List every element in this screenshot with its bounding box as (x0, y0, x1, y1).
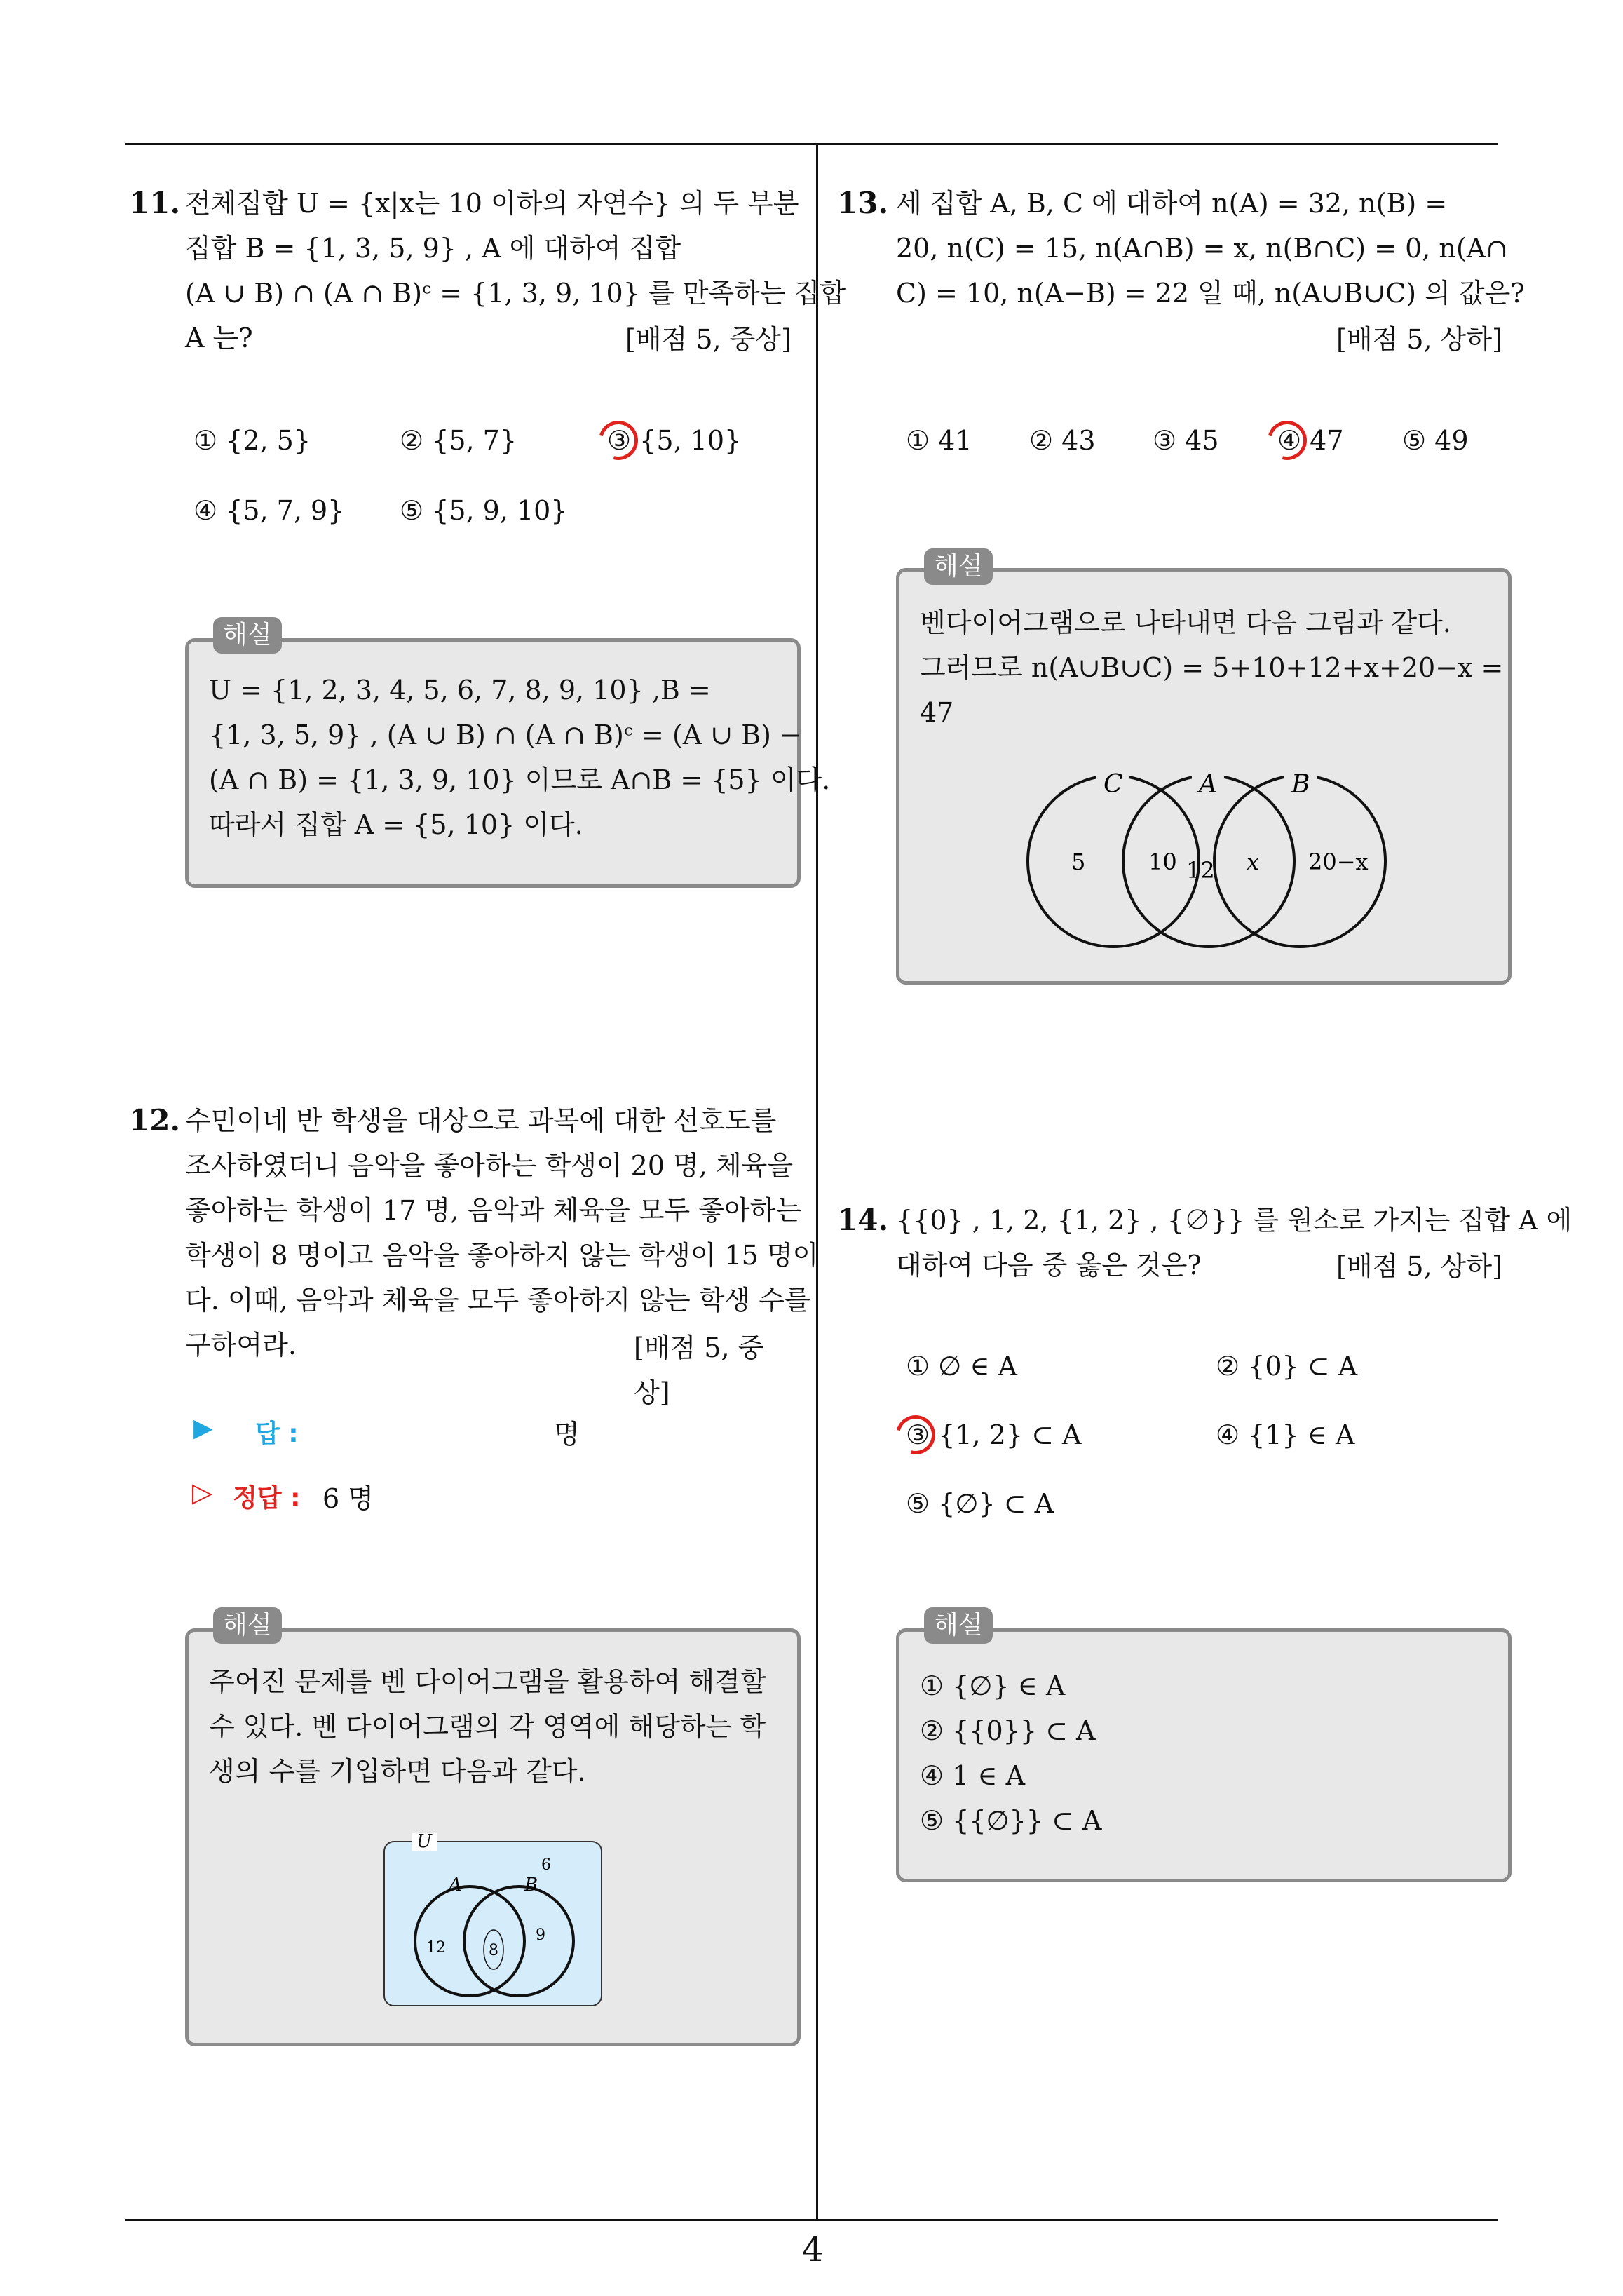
correct-label: 정답 : (233, 1484, 301, 1513)
solution-tag: 해설 (213, 1607, 282, 1644)
question-line: A 는? (185, 323, 253, 353)
question-14 (837, 1198, 1573, 1296)
venn-outside-value: 6 (541, 1856, 551, 1874)
answer-input[interactable] (330, 1410, 540, 1445)
venn-ab-value: x (1247, 849, 1260, 875)
question-line: 대하여 다음 중 옳은 것은? (896, 1250, 1202, 1281)
question-line: 조사하였더니 음악을 좋아하는 학생이 20 명, 체육을 (185, 1150, 794, 1181)
venn-a-only-value: 12 (1186, 857, 1215, 884)
answer-unit: 명 (554, 1419, 580, 1450)
venn-diagram-cab (1021, 767, 1399, 951)
bottom-rule (125, 2219, 1498, 2221)
question-line: 수민이네 반 학생을 대상으로 과목에 대한 선호도를 (185, 1105, 777, 1136)
solution-tag: 해설 (924, 548, 993, 585)
choice-5[interactable]: ⑤ 49 (1402, 425, 1469, 456)
question-line: C) = 10, n(A−B) = 22 일 때, n(A∪B∪C) 의 값은? (896, 278, 1525, 309)
question-number: 11. (129, 186, 181, 220)
question-line: 집합 B = {1, 3, 5, 9} , A 에 대하여 집합 (185, 233, 681, 264)
correct-value: 6 명 (322, 1483, 374, 1514)
question-number: 14. (837, 1203, 889, 1237)
question-line: {{0} , 1, 2, {1, 2} , {∅}} 를 원소로 가지는 집합 A 에 (896, 1205, 1573, 1236)
answer-label: 답 : (255, 1419, 299, 1448)
solution-line: 주어진 문제를 벤 다이어그램을 활용하여 해결할 (209, 1666, 766, 1697)
solution-line: 47 (920, 697, 954, 728)
choice-1[interactable]: ① ∅ ∈ A (906, 1351, 1017, 1382)
choice-2[interactable]: ② {0} ⊂ A (1216, 1351, 1358, 1382)
solution-tag: 해설 (213, 617, 282, 654)
solution-line: (A ∩ B) = {1, 3, 9, 10} 이므로 A∩B = {5} 이다. (209, 764, 831, 795)
question-13 (837, 181, 1525, 363)
solution-line: 그러므로 n(A∪B∪C) = 5+10+12+x+20−x = (920, 652, 1504, 683)
choice-5[interactable]: ⑤ {5, 9, 10} (400, 495, 568, 526)
solution-text (920, 1663, 1101, 1843)
correct-arrow-icon: ▷ (192, 1477, 213, 1508)
solution-text (209, 668, 830, 847)
venn-only-b-value: 9 (536, 1926, 545, 1944)
top-rule (125, 143, 1498, 145)
question-line: 다. 이때, 음악과 체육을 모두 좋아하지 않는 학생 수를 (185, 1285, 810, 1316)
score-label: [배점 5, 상하] (1336, 324, 1502, 355)
venn-set-a-label: A (449, 1875, 462, 1896)
venn-c-only-value: 5 (1071, 849, 1086, 875)
selected-answer-mark (1261, 414, 1314, 467)
venn-universe-label: U (416, 1831, 432, 1852)
question-text (896, 181, 1525, 316)
question-number: 13. (837, 186, 889, 220)
question-line: 좋아하는 학생이 17 명, 음악과 체육을 모두 좋아하는 (185, 1195, 802, 1226)
question-line: 세 집합 A, B, C 에 대하여 n(A) = 32, n(B) = (896, 188, 1448, 219)
venn-set-b-label: B (1291, 770, 1310, 799)
question-line: 학생이 8 명이고 음악을 좋아하지 않는 학생이 15 명이 (185, 1240, 819, 1271)
question-line: 구하여라. (185, 1330, 297, 1360)
venn-both-value: 8 (489, 1942, 498, 1959)
solution-text (209, 1659, 766, 1794)
score-label: [배점 5, 중상] (634, 1332, 764, 1408)
solution-line: ④ 1 ∈ A (920, 1760, 1026, 1791)
solution-line: 생의 수를 기입하면 다음과 같다. (209, 1756, 586, 1787)
score-label: [배점 5, 중상] (625, 324, 792, 355)
solution-line: 벤다이어그램으로 나타내면 다음 그림과 같다. (920, 607, 1451, 638)
venn-b-only-value: 20−x (1308, 849, 1369, 875)
choice-1[interactable]: ① {2, 5} (193, 425, 311, 456)
choice-1[interactable]: ① 41 (906, 425, 972, 456)
solution-line: 수 있다. 벤 다이어그램의 각 영역에 해당하는 학 (209, 1711, 766, 1742)
solution-line: {1, 3, 5, 9} , (A ∪ B) ∩ (A ∩ B)ᶜ = (A ∪ B) − (209, 720, 802, 750)
choice-2[interactable]: ② {5, 7} (400, 425, 517, 456)
solution-line: ① {∅} ∈ A (920, 1670, 1066, 1701)
choice-5[interactable]: ⑤ {∅} ⊂ A (906, 1488, 1054, 1519)
question-line: (A ∪ B) ∩ (A ∩ B)ᶜ = {1, 3, 9, 10} 를 만족하는 집합 (185, 278, 846, 309)
venn-set-c-label: C (1103, 770, 1123, 799)
choice-4[interactable]: ④ {1} ∈ A (1216, 1419, 1355, 1450)
venn-set-a-label: A (1199, 770, 1217, 799)
selected-answer-mark (889, 1408, 942, 1461)
choice-3[interactable]: ③ {5, 10} (607, 425, 742, 456)
question-line: 20, n(C) = 15, n(A∩B) = x, n(B∩C) = 0, n(A∩ (896, 233, 1509, 264)
question-line: 전체집합 U = {x|x는 10 이하의 자연수} 의 두 부분 (185, 188, 799, 219)
answer-arrow-icon: ▶ (193, 1414, 213, 1443)
solution-line: U = {1, 2, 3, 4, 5, 6, 7, 8, 9, 10} ,B = (209, 675, 711, 705)
question-12 (126, 1098, 819, 1408)
solution-line: ② {{0}} ⊂ A (920, 1715, 1096, 1746)
question-number: 12. (129, 1103, 181, 1137)
solution-line: ⑤ {{∅}} ⊂ A (920, 1805, 1102, 1836)
venn-set-b-label: B (524, 1875, 538, 1896)
choice-2[interactable]: ② 43 (1029, 425, 1096, 456)
venn-ca-value: 10 (1148, 849, 1177, 875)
choice-3[interactable]: ③ 45 (1153, 425, 1219, 456)
solution-tag: 해설 (924, 1607, 993, 1644)
choice-4[interactable]: ④ {5, 7, 9} (193, 495, 345, 526)
choice-4[interactable]: ④ 47 (1277, 425, 1344, 456)
venn-diagram-ab (381, 1823, 606, 2010)
venn-only-a-value: 12 (426, 1939, 446, 1957)
solution-text (920, 600, 1503, 735)
solution-line: 따라서 집합 A = {5, 10} 이다. (209, 809, 583, 840)
score-label: [배점 5, 상하] (1336, 1251, 1502, 1282)
choice-3[interactable]: ③ {1, 2} ⊂ A (906, 1419, 1082, 1450)
page-number: 4 (802, 2230, 824, 2269)
